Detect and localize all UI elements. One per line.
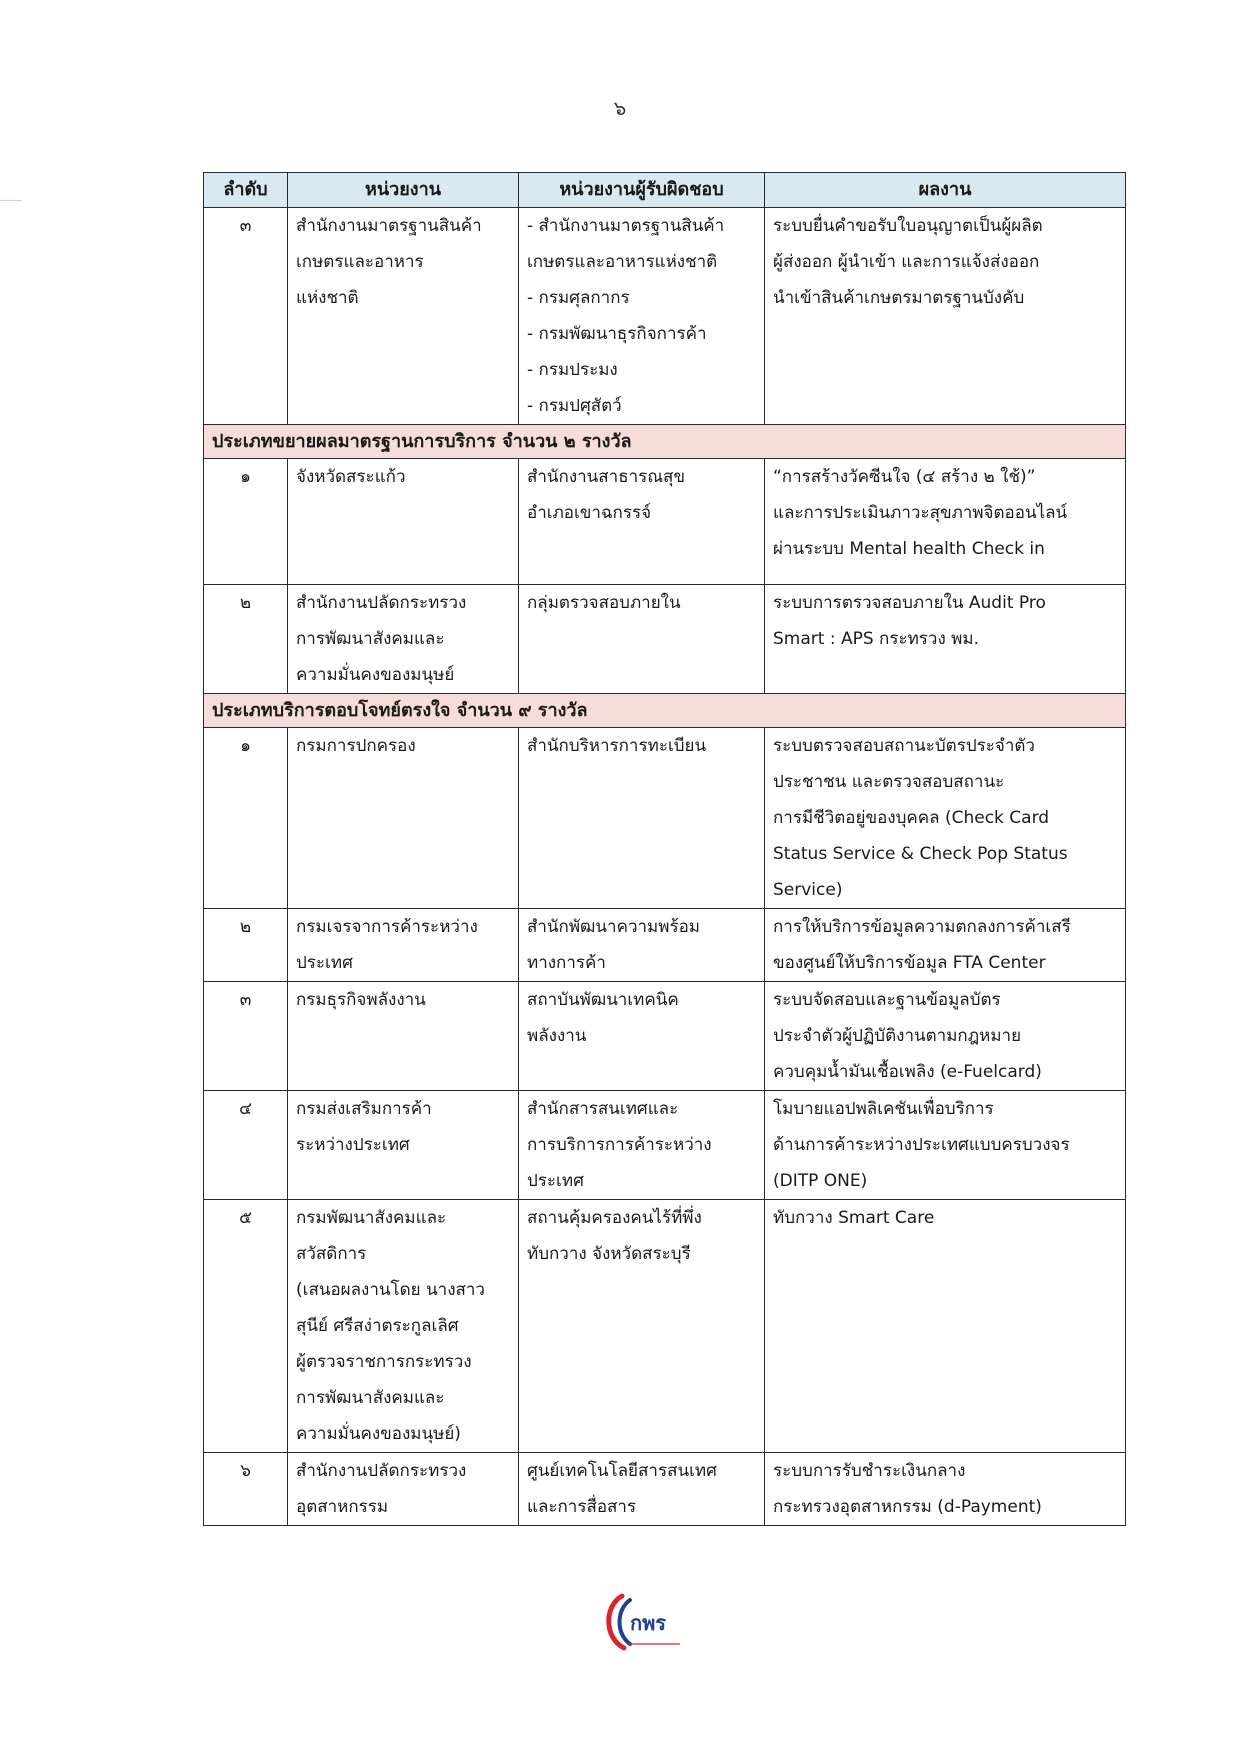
page-number: ๖ (613, 96, 627, 120)
work-line: ผู้ส่งออก ผู้นำเข้า และการแจ้งส่งออก (773, 252, 1040, 272)
agency-line: จังหวัดสระแก้ว (296, 467, 406, 487)
agency-line: ความมั่นคงของมนุษย์) (296, 1424, 461, 1444)
responsible-line: สำนักงานสาธารณสุข (527, 467, 686, 487)
work-cell (765, 1453, 1126, 1526)
agency-line: กรมการปกครอง (296, 736, 416, 756)
category-title: ประเภทขยายผลมาตรฐานการบริการ จำนวน ๒ รางวัล (204, 425, 1126, 459)
work-line: ประชาชน และตรวจสอบสถานะ (773, 772, 1005, 792)
work-line: โมบายแอปพลิเคชันเพื่อบริการ (773, 1099, 994, 1119)
responsible-line: ศูนย์เทคโนโลยีสารสนเทศ (527, 1461, 717, 1481)
work-cell (765, 728, 1126, 909)
responsible-line: - สำนักงานมาตรฐานสินค้า (527, 216, 725, 236)
agency-line: กรมธุรกิจพลังงาน (296, 990, 426, 1010)
work-line: ระบบตรวจสอบสถานะบัตรประจำตัว (773, 736, 1035, 756)
agency-line: แห่งชาติ (296, 288, 359, 308)
agency-line: กรมส่งเสริมการค้า (296, 1099, 432, 1119)
work-line: ผ่านระบบ Mental health Check in (773, 539, 1045, 559)
responsible-line: สำนักสารสนเทศและ (527, 1099, 679, 1119)
category-title: ประเภทบริการตอบโจทย์ตรงใจ จำนวน ๙ รางวัล (204, 694, 1126, 728)
agency-line: สำนักงานมาตรฐานสินค้า (296, 216, 482, 236)
row-number: ๓ (204, 208, 288, 425)
agency-line: เกษตรและอาหาร (296, 252, 424, 272)
work-line: การให้บริการข้อมูลความตกลงการค้าเสรี (773, 917, 1071, 937)
agency-line: สำนักงานปลัดกระทรวง (296, 593, 467, 613)
agency-cell (288, 728, 519, 909)
header-work: ผลงาน (765, 173, 1126, 208)
work-cell (765, 1200, 1126, 1453)
category-row (204, 694, 1126, 728)
header-order: ลำดับ (204, 173, 288, 208)
agency-line: ความมั่นคงของมนุษย์ (296, 665, 455, 685)
work-cell (765, 585, 1126, 694)
table-row (204, 1091, 1126, 1200)
work-line: ของศูนย์ให้บริการข้อมูล FTA Center (773, 953, 1046, 973)
logo-text: กพร (630, 1611, 667, 1635)
table-row (204, 208, 1126, 425)
agency-line: ผู้ตรวจราชการกระทรวง (296, 1352, 472, 1372)
work-line: ระบบการรับชำระเงินกลาง (773, 1461, 966, 1481)
responsible-cell (519, 1091, 765, 1200)
responsible-line: - กรมศุลกากร (527, 288, 630, 308)
responsible-line: สำนักบริหารการทะเบียน (527, 736, 707, 756)
agency-cell (288, 459, 519, 585)
responsible-cell (519, 982, 765, 1091)
responsible-line: - กรมประมง (527, 360, 618, 380)
agency-line: ระหว่างประเทศ (296, 1135, 410, 1155)
agency-line: ประเทศ (296, 953, 353, 973)
responsible-cell (519, 585, 765, 694)
work-line: Status Service & Check Pop Status (773, 844, 1068, 864)
work-cell (765, 1091, 1126, 1200)
responsible-line: การบริการการค้าระหว่าง (527, 1135, 712, 1155)
work-line: ระบบจัดสอบและฐานข้อมูลบัตร (773, 990, 1001, 1010)
work-cell (765, 208, 1126, 425)
work-cell (765, 909, 1126, 982)
agency-line: กรมเจรจาการค้าระหว่าง (296, 917, 478, 937)
work-line: ระบบการตรวจสอบภายใน Audit Pro (773, 593, 1046, 613)
responsible-line: ทับกวาง จังหวัดสระบุรี (527, 1244, 691, 1264)
work-line: ควบคุมน้ำมันเชื้อเพลิง (e-Fuelcard) (773, 1062, 1042, 1082)
header-agency: หน่วยงาน (288, 173, 519, 208)
responsible-cell (519, 728, 765, 909)
table-row (204, 1453, 1126, 1526)
table-row (204, 909, 1126, 982)
row-number: ๖ (204, 1453, 288, 1526)
work-line: Service) (773, 880, 843, 900)
agency-line: การพัฒนาสังคมและ (296, 1388, 445, 1408)
responsible-line: กลุ่มตรวจสอบภายใน (527, 593, 681, 613)
work-line: นำเข้าสินค้าเกษตรมาตรฐานบังคับ (773, 288, 1025, 308)
work-line: “การสร้างวัคซีนใจ (๔ สร้าง ๒ ใช้)” (773, 467, 1036, 487)
agency-cell (288, 1091, 519, 1200)
work-line: กระทรวงอุตสาหกรรม (d-Payment) (773, 1497, 1042, 1517)
work-cell (765, 459, 1126, 585)
responsible-line: สำนักพัฒนาความพร้อม (527, 917, 700, 937)
row-number: ๕ (204, 1200, 288, 1453)
agency-line: กรมพัฒนาสังคมและ (296, 1208, 447, 1228)
responsible-cell (519, 909, 765, 982)
table-row (204, 982, 1126, 1091)
agency-line: การพัฒนาสังคมและ (296, 629, 445, 649)
work-line: (DITP ONE) (773, 1171, 868, 1191)
responsible-line: ทางการค้า (527, 953, 606, 973)
table-header-row (204, 173, 1126, 208)
row-number: ๒ (204, 909, 288, 982)
agency-cell (288, 909, 519, 982)
opdc-logo-mark (600, 1588, 690, 1658)
table-row (204, 459, 1126, 585)
responsible-cell (519, 1453, 765, 1526)
responsible-line: อำเภอเขาฉกรรจ์ (527, 503, 652, 523)
responsible-line: - กรมพัฒนาธุรกิจการค้า (527, 324, 707, 344)
work-line: ด้านการค้าระหว่างประเทศแบบครบวงจร (773, 1135, 1070, 1155)
category-row (204, 425, 1126, 459)
work-line: Smart : APS กระทรวง พม. (773, 629, 979, 649)
agency-line: สำนักงานปลัดกระทรวง (296, 1461, 467, 1481)
agency-line: (เสนอผลงานโดย นางสาว (296, 1280, 485, 1300)
table-row (204, 585, 1126, 694)
agency-cell (288, 208, 519, 425)
row-number: ๓ (204, 982, 288, 1091)
agency-cell (288, 1200, 519, 1453)
responsible-line: และการสื่อสาร (527, 1497, 637, 1517)
responsible-cell (519, 1200, 765, 1453)
work-line: ระบบยื่นคำขอรับใบอนุญาตเป็นผู้ผลิต (773, 216, 1043, 236)
awards-table (203, 172, 1126, 1526)
scan-edge-mark (0, 200, 22, 201)
row-number: ๒ (204, 585, 288, 694)
responsible-cell (519, 208, 765, 425)
responsible-line: พลังงาน (527, 1026, 587, 1046)
responsible-line: เกษตรและอาหารแห่งชาติ (527, 252, 718, 272)
work-line: ประจำตัวผู้ปฏิบัติงานตามกฎหมาย (773, 1026, 1022, 1046)
agency-line: อุตสาหกรรม (296, 1497, 389, 1517)
opdc-logo (600, 1588, 690, 1658)
agency-line: สวัสดิการ (296, 1244, 367, 1264)
responsible-line: สถาบันพัฒนาเทคนิค (527, 990, 679, 1010)
work-line: ทับกวาง Smart Care (773, 1208, 935, 1228)
header-responsible: หน่วยงานผู้รับผิดชอบ (519, 173, 765, 208)
table-row (204, 728, 1126, 909)
agency-cell (288, 982, 519, 1091)
row-number: ๔ (204, 1091, 288, 1200)
work-cell (765, 982, 1126, 1091)
agency-line: สุนีย์ ศรีสง่าตระกูลเลิศ (296, 1316, 459, 1336)
responsible-cell (519, 459, 765, 585)
row-number: ๑ (204, 459, 288, 585)
row-number: ๑ (204, 728, 288, 909)
responsible-line: สถานคุ้มครองคนไร้ที่พึ่ง (527, 1208, 702, 1228)
work-line: และการประเมินภาวะสุขภาพจิตออนไลน์ (773, 503, 1068, 523)
responsible-line: ประเทศ (527, 1171, 584, 1191)
agency-cell (288, 1453, 519, 1526)
table-row (204, 1200, 1126, 1453)
agency-cell (288, 585, 519, 694)
work-line: การมีชีวิตอยู่ของบุคคล (Check Card (773, 808, 1050, 828)
responsible-line: - กรมปศุสัตว์ (527, 396, 622, 416)
